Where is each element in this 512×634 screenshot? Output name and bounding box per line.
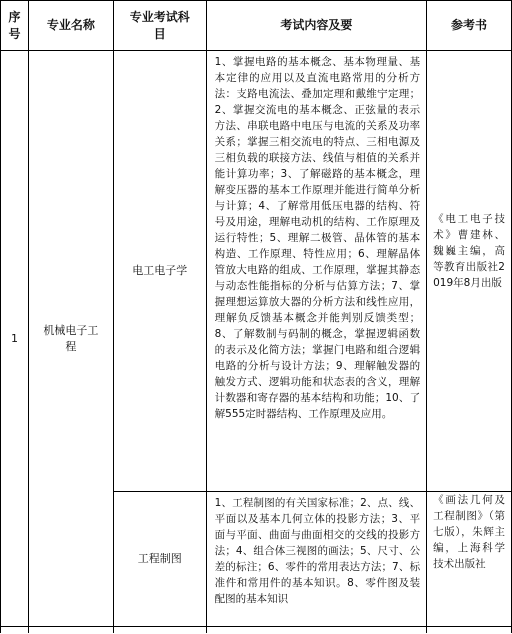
continuation-cell [113, 627, 206, 634]
header-seq: 序号 [1, 1, 29, 51]
continuation-cell [427, 627, 512, 634]
continuation-cell [1, 627, 29, 634]
header-subject: 专业考试科目 [113, 1, 206, 51]
subject-name: 电工电子学 [113, 51, 206, 492]
subject-reference: 《画法几何及工程制图》（第七版），朱辉主编，上海科学技术出版社 [427, 492, 512, 627]
header-reference: 参考书 [427, 1, 512, 51]
row-major: 机械电子工程 [28, 51, 113, 627]
header-major: 专业名称 [28, 1, 113, 51]
row-seq: 1 [1, 51, 29, 627]
subject-content: 1、工程制图的有关国家标准；2、点、线、平面以及基本几何立体的投影方法；3、平面与平面、曲面与曲面相交的交线的投影方法；4、组合体三视图的画法；5、尺寸、公差的标注；6、零件的常用表达方法；7、标准件和常用件的基本知识。8、零件图及装配图的基本知识 [206, 492, 426, 627]
header-content: 考试内容及要 [206, 1, 426, 51]
table-continuation-row [1, 627, 512, 634]
table-row [1, 51, 512, 492]
subject-name: 工程制图 [113, 492, 206, 627]
continuation-cell [28, 627, 113, 634]
subject-content: 1、掌握电路的基本概念、基本物理量、基本定律的应用以及直流电路常用的分析方法：支路电流法、叠加定理和戴维宁定理；2、掌握交流电的基本概念、正弦量的表示方法、串联电路中电压与电流的关系及功率关系；掌握三相交流电的特点、三相电源及三相负载的联接方法、线值与相值的关系并能计算功率；3、了解磁路的基本概念，理解变压器的基本工作原理并能进行简单分析与计算；4、了解常用低压电器的结构、符号及用途，理解电动机的结构、工作原理及运行特性；5、理解二极管、晶体管的基本构造、工作原理、特性应用；6、理解晶体管放大电路的组成、工作原理，掌握其静态与动态性能指标的分析与估算方法；7、掌握理想运算放大器的分析方法和线性应用，理解负反馈基本概念并能判别反馈类型；8、了解数制与码制的概念，掌握逻辑函数的表示及化简方法；掌握门电路和组合逻辑电路的分析与设计方法；9、理解触发器的触发方式、逻辑功能和状态表的含义，理解计数器和寄存器的基本结构和功能；10、了解555定时器结构、工作原理及应用。 [206, 51, 426, 492]
continuation-cell [206, 627, 426, 634]
subject-reference: 《电工电子技术》曹建林、魏巍主编，高等教育出版社2019年8月出版 [427, 51, 512, 492]
header-row [1, 1, 512, 51]
